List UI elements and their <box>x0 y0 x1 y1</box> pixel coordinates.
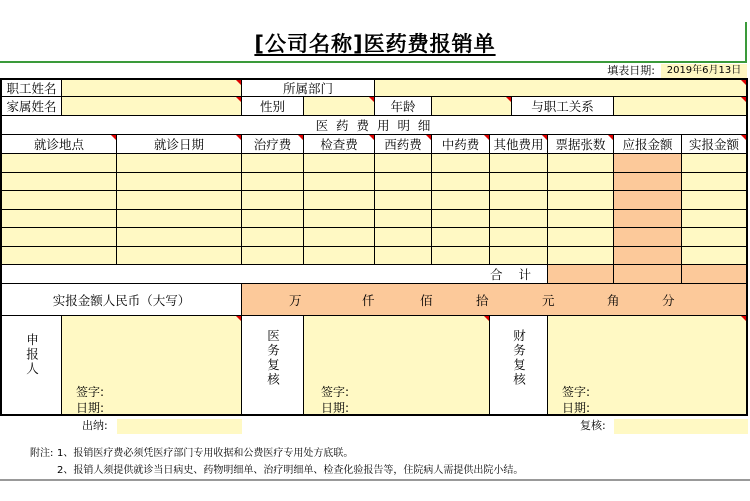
row-6-receipts-field[interactable] <box>548 247 614 266</box>
page-bottom-divider <box>0 479 750 481</box>
row-5-location-field[interactable] <box>0 228 117 247</box>
total-reimbursed-field[interactable] <box>682 265 748 284</box>
gender-label: 性别 <box>242 97 304 116</box>
row-3-receipts-field[interactable] <box>548 191 614 210</box>
unit-qian: 仟 <box>362 292 375 308</box>
col-header-location: 就诊地点 <box>0 135 117 154</box>
note-item-2: 2、报销人须提供就诊当日病史、药物明细单、治疗明细单、检查化验报告等，住院病人需提供出院小结。 <box>57 465 524 476</box>
row-5-reimbursed-field[interactable] <box>682 228 748 247</box>
row-5-claimable-field[interactable] <box>614 228 682 247</box>
medical-sign-label: 签字: <box>321 385 350 399</box>
unit-wan: 万 <box>289 292 302 308</box>
row-4-reimbursed-field[interactable] <box>682 210 748 229</box>
row-6-claimable-field[interactable] <box>614 247 682 266</box>
reviewer-field[interactable] <box>614 419 748 434</box>
row-2-claimable-field[interactable] <box>614 173 682 192</box>
finance-sign-label: 签字: <box>562 385 591 399</box>
row-1-receipts-field[interactable] <box>548 154 614 173</box>
age-field[interactable] <box>432 97 512 116</box>
finance-review-label: 财务复核 <box>511 329 527 387</box>
row-6-location-field[interactable] <box>0 247 117 266</box>
finance-review-label-cell <box>490 316 548 416</box>
row-4-western-med-field[interactable] <box>375 210 432 229</box>
family-name-field[interactable] <box>62 97 242 116</box>
department-label: 所属部门 <box>242 78 375 97</box>
finance-date-label: 日期: <box>562 401 591 415</box>
row-5-treatment-field[interactable] <box>242 228 304 247</box>
detail-section-title: 医 药 费 用 明 细 <box>0 116 748 135</box>
col-header-treatment: 治疗费 <box>242 135 304 154</box>
applicant-sign-field[interactable] <box>62 316 242 416</box>
col-header-chinese-med: 中药费 <box>432 135 490 154</box>
row-2-chinese-med-field[interactable] <box>432 173 490 192</box>
row-3-exam-field[interactable] <box>304 191 375 210</box>
cashier-label: 出纳: <box>82 419 108 432</box>
title-divider <box>0 61 745 63</box>
row-6-chinese-med-field[interactable] <box>432 247 490 266</box>
row-3-claimable-field[interactable] <box>614 191 682 210</box>
applicant-sign-label: 签字: <box>76 385 105 399</box>
row-5-exam-field[interactable] <box>304 228 375 247</box>
row-4-location-field[interactable] <box>0 210 117 229</box>
family-name-label: 家属姓名 <box>0 97 62 116</box>
row-6-exam-field[interactable] <box>304 247 375 266</box>
unit-jiao: 角 <box>607 292 620 308</box>
row-5-receipts-field[interactable] <box>548 228 614 247</box>
applicant-label: 申报人 <box>24 333 40 377</box>
page-title: [公司名称]医药费报销单 <box>254 32 496 56</box>
col-header-claimable: 应报金额 <box>614 135 682 154</box>
unit-yuan: 元 <box>542 292 555 308</box>
age-label: 年龄 <box>375 97 432 116</box>
applicant-date-label: 日期: <box>76 401 105 415</box>
row-4-chinese-med-field[interactable] <box>432 210 490 229</box>
row-3-date-field[interactable] <box>117 191 242 210</box>
unit-shi: 拾 <box>476 292 489 308</box>
department-field[interactable] <box>375 78 748 97</box>
row-6-reimbursed-field[interactable] <box>682 247 748 266</box>
row-1-location-field[interactable] <box>0 154 117 173</box>
col-header-exam: 检查费 <box>304 135 375 154</box>
row-1-other-field[interactable] <box>490 154 548 173</box>
row-5-western-med-field[interactable] <box>375 228 432 247</box>
total-receipts-field[interactable] <box>548 265 614 284</box>
row-1-reimbursed-field[interactable] <box>682 154 748 173</box>
row-1-chinese-med-field[interactable] <box>432 154 490 173</box>
row-2-other-field[interactable] <box>490 173 548 192</box>
finance-review-sign-field[interactable] <box>548 316 748 416</box>
row-4-other-field[interactable] <box>490 210 548 229</box>
row-5-chinese-med-field[interactable] <box>432 228 490 247</box>
row-3-treatment-field[interactable] <box>242 191 304 210</box>
col-header-receipts: 票据张数 <box>548 135 614 154</box>
row-3-chinese-med-field[interactable] <box>432 191 490 210</box>
cashier-field[interactable] <box>117 419 242 434</box>
relation-label: 与职工关系 <box>512 97 614 116</box>
row-3-western-med-field[interactable] <box>375 191 432 210</box>
row-6-western-med-field[interactable] <box>375 247 432 266</box>
row-4-receipts-field[interactable] <box>548 210 614 229</box>
employee-name-label: 职工姓名 <box>0 78 62 97</box>
note-item-1: 1、报销医疗费必须凭医疗部门专用收据和公费医疗专用处方底联。 <box>57 448 354 459</box>
row-4-treatment-field[interactable] <box>242 210 304 229</box>
row-1-exam-field[interactable] <box>304 154 375 173</box>
fill-date-field[interactable]: 2019年6月13日 <box>661 64 747 78</box>
row-6-other-field[interactable] <box>490 247 548 266</box>
sheet-edge-marker <box>745 22 747 63</box>
row-2-reimbursed-field[interactable] <box>682 173 748 192</box>
medical-review-label: 医务复核 <box>265 329 281 387</box>
amount-words-label: 实报金额人民币（大写） <box>0 284 242 316</box>
row-2-location-field[interactable] <box>0 173 117 192</box>
fill-date-label: 填表日期: <box>607 64 655 77</box>
row-2-exam-field[interactable] <box>304 173 375 192</box>
relation-field[interactable] <box>614 97 748 116</box>
row-2-western-med-field[interactable] <box>375 173 432 192</box>
row-2-date-field[interactable] <box>117 173 242 192</box>
row-4-date-field[interactable] <box>117 210 242 229</box>
row-5-date-field[interactable] <box>117 228 242 247</box>
row-6-date-field[interactable] <box>117 247 242 266</box>
col-header-date: 就诊日期 <box>117 135 242 154</box>
total-claimable-field[interactable] <box>614 265 682 284</box>
total-label: 合 计 <box>0 265 548 284</box>
employee-name-field[interactable] <box>62 78 242 97</box>
notes <box>30 445 523 479</box>
medical-review-label-cell <box>242 316 304 416</box>
medical-date-label: 日期: <box>321 401 350 415</box>
row-3-location-field[interactable] <box>0 191 117 210</box>
row-1-treatment-field[interactable] <box>242 154 304 173</box>
row-1-date-field[interactable] <box>117 154 242 173</box>
row-2-treatment-field[interactable] <box>242 173 304 192</box>
col-header-other: 其他费用 <box>490 135 548 154</box>
unit-fen: 分 <box>662 292 675 308</box>
amount-words-field[interactable] <box>242 284 748 316</box>
unit-bai: 佰 <box>420 292 433 308</box>
notes-prefix: 附注: <box>30 448 54 459</box>
row-4-claimable-field[interactable] <box>614 210 682 229</box>
row-3-other-field[interactable] <box>490 191 548 210</box>
col-header-western-med: 西药费 <box>375 135 432 154</box>
row-1-western-med-field[interactable] <box>375 154 432 173</box>
reviewer-label: 复核: <box>580 419 606 432</box>
row-2-receipts-field[interactable] <box>548 173 614 192</box>
col-header-reimbursed: 实报金额 <box>682 135 748 154</box>
medical-review-sign-field[interactable] <box>304 316 490 416</box>
row-3-reimbursed-field[interactable] <box>682 191 748 210</box>
gender-field[interactable] <box>304 97 375 116</box>
row-5-other-field[interactable] <box>490 228 548 247</box>
applicant-label-cell <box>0 316 62 416</box>
row-4-exam-field[interactable] <box>304 210 375 229</box>
row-6-treatment-field[interactable] <box>242 247 304 266</box>
row-1-claimable-field[interactable] <box>614 154 682 173</box>
